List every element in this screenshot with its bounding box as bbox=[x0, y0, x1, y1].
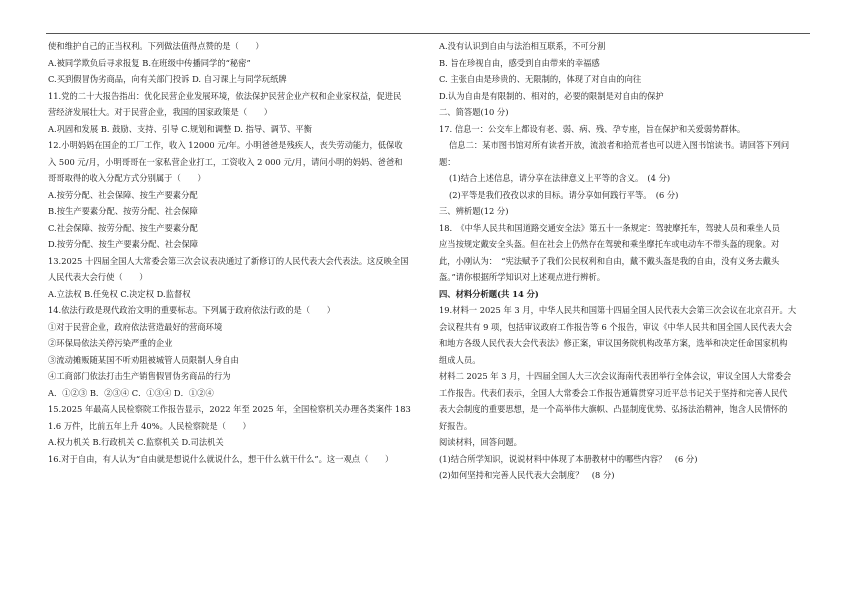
question-12: 12.小明妈妈在国企的工厂工作，收入 12000 元/年。小明爸爸是残疾人，丧失劳动能力，低保收 bbox=[48, 140, 403, 150]
sub-question: (1)结合上述信息，请分享在法律意义上平等的含义。 (4 分) bbox=[449, 173, 671, 183]
option-line: C.买到假冒伪劣商品，向有关部门投诉 D. 自习课上与同学玩纸牌 bbox=[48, 74, 287, 84]
option-line: A．①②③ B．②③④ C．①③④ D．①②④ bbox=[48, 387, 214, 398]
statement-line: ③流动摊贩随某国不听劝阻被城管人员限制人身自由 bbox=[48, 354, 239, 365]
sub-question: (2)平等是我们孜孜以求的目标。请分享如何践行平等。 (6 分) bbox=[449, 189, 679, 200]
option-line: B.按生产要素分配、按劳分配、社会保障 bbox=[48, 206, 198, 216]
section-heading: 四、材料分析题(共 14 分) bbox=[439, 288, 539, 299]
header-rule bbox=[46, 33, 810, 34]
instruction-line: 阅读材料，回答问题。 bbox=[439, 437, 522, 447]
question-11: 11.党的二十大报告指出：优化民营企业发展环境，依法保护民营企业产权和企业家权益，促进民 bbox=[48, 90, 402, 101]
question-18: 18. 《中华人民共和国道路交通安全法》第五十一条规定：驾驶摩托车，驾驶人员和乘坐人员 bbox=[439, 222, 780, 233]
material-line: 材料二 2025 年 3 月，十四届全国人大三次会议海南代表团举行全体会议，审议全国人大常委会 bbox=[439, 371, 792, 381]
right-column bbox=[439, 38, 811, 484]
text-line: 盔。”请你根据所学知识对上述观点进行辨析。 bbox=[439, 272, 606, 282]
statement-line: ②环保局依法关停污染严重的企业 bbox=[48, 338, 173, 348]
option-line: A.巩固和发展 B. 鼓励、支持、引导 C.规划和调整 D. 指导、调节、平衡 bbox=[48, 123, 312, 134]
text-line: 人民代表大会行使（ ） bbox=[48, 272, 148, 282]
text-line: 此，小刚认为： “宪法赋予了我们公民权利和自由，戴不戴头盔是我的自由，没有义务去戴头 bbox=[439, 255, 780, 266]
text-line: 好报告。 bbox=[439, 420, 473, 431]
option-line: B. 旨在珍视自由，感受到自由带来的幸福感 bbox=[439, 57, 600, 68]
section-heading: 三、辨析题(12 分) bbox=[439, 206, 509, 216]
option-line: D.认为自由是有限制的、相对的，必要的限制是对自由的保护 bbox=[439, 90, 664, 101]
text-line: 营经济发展壮大。对于民营企业，我国的国家政策是（ ） bbox=[48, 107, 273, 117]
statement-line: ④工商部门依法打击生产销售假冒伪劣商品的行为 bbox=[48, 371, 231, 381]
section-heading: 二、简答题(10 分) bbox=[439, 107, 509, 117]
text-line: 应当按规定戴安全头盔。但在社会上仍然存在驾驶和乘坐摩托车或电动车不带头盔的现象。对 bbox=[439, 239, 780, 249]
left-column bbox=[48, 38, 420, 467]
question-13: 13.2025 十四届全国人大常委会第三次会议表决通过了新修订的人民代表大会代表法。这反映全国 bbox=[48, 255, 409, 266]
option-line: A.权力机关 B.行政机关 C.监察机关 D.司法机关 bbox=[48, 437, 224, 447]
option-line: A.被同学欺负后寻求报复 B.在班级中传播同学的“秘密” bbox=[48, 57, 251, 68]
option-line: C.社会保障、按劳分配、按生产要素分配 bbox=[48, 222, 198, 233]
text-line: 1.6 万件，比前五年上升 40%。人民检察院是（ ） bbox=[48, 420, 251, 431]
text-line: 表大会制度的重要思想，是一个高举伟大旗帜、凸显制度优势、弘扬法治精神，饱含人民情怀的 bbox=[439, 404, 788, 414]
sub-question: (2)如何坚持和完善人民代表大会制度？ (8 分) bbox=[439, 470, 615, 480]
text-line: 哥哥取得的收入分配方式分别属于（ ） bbox=[48, 173, 206, 183]
text-line: 工作报告。代表们表示，全国人大常委会工作报告通篇贯穿习近平总书记关于坚持和完善人民代 bbox=[439, 387, 788, 398]
text-line: 和地方各级人民代表大会代表法》修正案，审议国务院机构改革方案，选举和决定任命国家机构 bbox=[439, 338, 788, 348]
text-line: 题： bbox=[439, 156, 456, 167]
question-14: 14.依法行政是现代政治文明的重要标志。下列属于政府依法行政的是（ ） bbox=[48, 305, 335, 315]
text-line: 入 500 元/月，小明哥哥在一家私营企业打工，工资收入 2 000 元/月，请问小明的妈妈、爸爸和 bbox=[48, 156, 403, 167]
option-line: A.立法权 B.任免权 C.决定权 D.监督权 bbox=[48, 288, 191, 299]
question-19: 19.材料一 2025 年 3 月，中华人民共和国第十四届全国人民代表大会第三次会议在北京召开。大 bbox=[439, 305, 797, 315]
question-15: 15.2025 年最高人民检察院工作报告显示，2022 年至 2025 年，全国检察机关办理各类案件 183 bbox=[48, 404, 411, 414]
text-line: 会议程共有 9 项，包括审议政府工作报告等 6 个报告，审议《中华人民共和国全国人民代表大会 bbox=[439, 321, 792, 332]
option-line: A.没有认识到自由与法治相互联系，不可分割 bbox=[439, 41, 606, 51]
option-line: D.按劳分配、按生产要素分配、社会保障 bbox=[48, 239, 199, 249]
option-line: A.按劳分配、社会保障、按生产要素分配 bbox=[48, 189, 198, 200]
text-line: 信息二：某市图书馆对所有读者开放，流浪者和拾荒者也可以进入图书馆读书。请回答下列问 bbox=[449, 140, 790, 150]
question-17: 17. 信息一：公交车上都设有老、弱、病、残、孕专座，旨在保护和关爱弱势群体。 bbox=[439, 123, 746, 134]
option-line: C. 主张自由是珍贵的、无限制的，体现了对自由的向往 bbox=[439, 74, 642, 84]
sub-question: (1)结合所学知识，说说材料中体现了本册教材中的哪些内容？ (6 分) bbox=[439, 453, 698, 464]
text-line: 使和维护自己的正当权利。下列做法值得点赞的是（ ） bbox=[48, 41, 264, 51]
statement-line: ①对于民营企业，政府依法营造最好的营商环境 bbox=[48, 321, 223, 332]
text-line: 组成人员。 bbox=[439, 354, 481, 365]
question-16: 16.对于自由，有人认为“自由就是想说什么就说什么，想干什么就干什么”。这一观点（ ） bbox=[48, 453, 394, 464]
